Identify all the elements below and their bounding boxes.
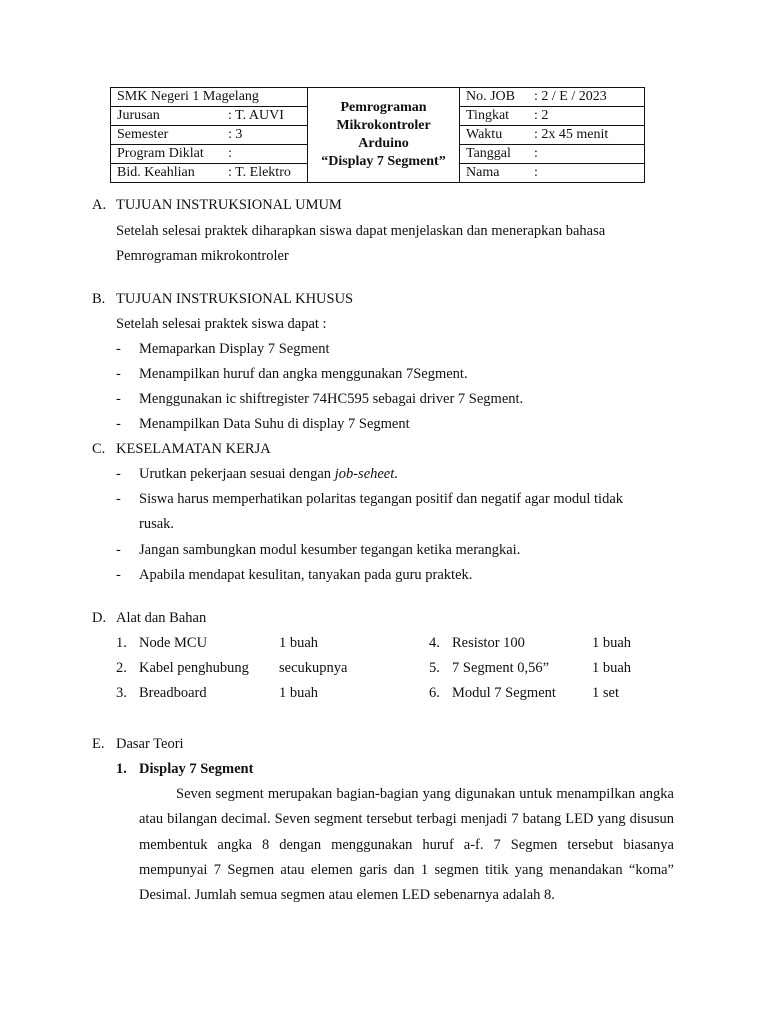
job-title bbox=[308, 88, 460, 183]
tool-name: Node MCU bbox=[139, 635, 208, 651]
tool-name: Kabel penghubung bbox=[139, 660, 249, 676]
tool-qty: 1 buah bbox=[279, 685, 319, 701]
section-e-heading bbox=[92, 736, 184, 753]
subsection-title: Display 7 Segment bbox=[139, 761, 254, 777]
tool-name: Breadboard bbox=[139, 685, 207, 701]
tool-name: Modul 7 Segment bbox=[452, 685, 556, 701]
subsection-number: 1. bbox=[116, 761, 127, 777]
list-item bbox=[116, 341, 329, 358]
list-item bbox=[116, 391, 523, 408]
tool-qty: 1 buah bbox=[592, 660, 632, 676]
tool-qty: 1 buah bbox=[592, 635, 632, 651]
header-label: Bid. Keahlian bbox=[111, 164, 223, 183]
section-a-line: Pemrograman mikrokontroler bbox=[116, 248, 289, 264]
header-value: : 3 bbox=[222, 126, 308, 145]
section-d-heading bbox=[92, 610, 206, 627]
header-value: : 2x 45 menit bbox=[528, 126, 645, 145]
theory-paragraph: Seven segment merupakan bagian-bagian yang digunakan untuk menampilkan angka atau bilangan decimal. Seven segment tersebut terbagi menjadi 7 batang LED yang disusun membentuk angka 8 dengan menggunakan huruf a-f. 7 Segmen tersebut biasanya mempunyai 7 Segmen atau elemen garis dan 1 segmen titik yang menandakan “koma” Desimal. Jumlah semua segmen atau elemen LED sebenarnya adalah 8. bbox=[139, 786, 674, 904]
header-value: : T. AUVI bbox=[222, 107, 308, 126]
tool-qty: secukupnya bbox=[279, 660, 348, 676]
list-item bbox=[116, 466, 398, 483]
school-name: SMK Negeri 1 Magelang bbox=[111, 88, 308, 107]
list-item-emphasis: job-seheet bbox=[334, 466, 395, 482]
list-item bbox=[116, 416, 410, 433]
section-letter: C. bbox=[92, 441, 106, 457]
list-item bbox=[116, 491, 623, 508]
title-line: Mikrokontroler bbox=[336, 118, 431, 133]
header-label: Waktu bbox=[460, 126, 529, 145]
bullet-dash: - bbox=[116, 366, 121, 382]
bullet-dash: - bbox=[116, 466, 121, 482]
list-item bbox=[116, 567, 472, 584]
bullet-dash: - bbox=[116, 416, 121, 432]
tool-number: 5. bbox=[429, 660, 440, 676]
section-title: KESELAMATAN KERJA bbox=[116, 441, 271, 457]
section-letter: E. bbox=[92, 736, 105, 752]
bullet-dash: - bbox=[116, 391, 121, 407]
section-a-line: Setelah selesai praktek diharapkan siswa dapat menjelaskan dan menerapkan bahasa bbox=[116, 223, 606, 239]
section-b-heading bbox=[92, 291, 353, 308]
header-value: : 2 / E / 2023 bbox=[528, 88, 645, 107]
tool-number: 2. bbox=[116, 660, 127, 676]
header-value: : bbox=[528, 145, 645, 164]
section-title: Alat dan Bahan bbox=[116, 610, 207, 626]
list-item-text: Menampilkan Data Suhu di display 7 Segment bbox=[139, 416, 410, 432]
header-value: : bbox=[528, 164, 645, 183]
subsection-heading bbox=[116, 761, 253, 778]
list-item bbox=[116, 366, 468, 383]
bullet-dash: - bbox=[116, 567, 121, 583]
tool-number: 6. bbox=[429, 685, 440, 701]
header-label: Semester bbox=[111, 126, 223, 145]
header-label: Tanggal bbox=[460, 145, 529, 164]
list-item-text: Menggunakan ic shiftregister 74HC595 sebagai driver 7 Segment. bbox=[139, 391, 524, 407]
header-label: Jurusan bbox=[111, 107, 223, 126]
list-item-text: Apabila mendapat kesulitan, tanyakan pada guru praktek. bbox=[139, 567, 473, 583]
title-line: Pemrograman bbox=[340, 100, 427, 115]
section-title: Dasar Teori bbox=[116, 736, 184, 752]
tool-number: 1. bbox=[116, 635, 127, 651]
section-title: TUJUAN INSTRUKSIONAL KHUSUS bbox=[116, 291, 354, 307]
title-line: Arduino bbox=[358, 136, 409, 151]
header-value: : bbox=[222, 145, 308, 164]
section-a-heading bbox=[92, 197, 342, 214]
tool-qty: 1 set bbox=[592, 685, 619, 701]
list-item-text: Memaparkan Display 7 Segment bbox=[139, 341, 330, 357]
list-item-text: . bbox=[394, 466, 398, 482]
list-item-text: Siswa harus memperhatikan polaritas tegangan positif dan negatif agar modul tidak bbox=[139, 491, 624, 507]
section-letter: D. bbox=[92, 610, 107, 626]
header-value: : T. Elektro bbox=[222, 164, 308, 183]
title-line: “Display 7 Segment” bbox=[321, 154, 446, 169]
list-item-text: Jangan sambungkan modul kesumber tegangan ketika merangkai. bbox=[139, 542, 521, 558]
bullet-dash: - bbox=[116, 542, 121, 558]
list-item-text: Urutkan pekerjaan sesuai dengan bbox=[139, 466, 335, 482]
section-b-intro: Setelah selesai praktek siswa dapat : bbox=[116, 316, 327, 332]
bullet-dash: - bbox=[116, 341, 121, 357]
section-title: TUJUAN INSTRUKSIONAL UMUM bbox=[116, 197, 342, 213]
tool-name: Resistor 100 bbox=[452, 635, 525, 651]
job-header-table bbox=[110, 87, 645, 183]
list-item bbox=[116, 542, 520, 559]
tool-number: 4. bbox=[429, 635, 440, 651]
tool-number: 3. bbox=[116, 685, 127, 701]
section-c-heading bbox=[92, 441, 271, 458]
header-label: No. JOB bbox=[460, 88, 529, 107]
header-label: Nama bbox=[460, 164, 529, 183]
header-label: Tingkat bbox=[460, 107, 529, 126]
header-value: : 2 bbox=[528, 107, 645, 126]
header-label: Program Diklat bbox=[111, 145, 223, 164]
list-item-text: Menampilkan huruf dan angka menggunakan 7Segment. bbox=[139, 366, 468, 382]
section-letter: B. bbox=[92, 291, 106, 307]
tool-name: 7 Segment 0,56” bbox=[452, 660, 550, 676]
bullet-dash: - bbox=[116, 491, 121, 507]
list-item-continuation: rusak. bbox=[139, 516, 175, 532]
tool-qty: 1 buah bbox=[279, 635, 319, 651]
section-letter: A. bbox=[92, 197, 107, 213]
